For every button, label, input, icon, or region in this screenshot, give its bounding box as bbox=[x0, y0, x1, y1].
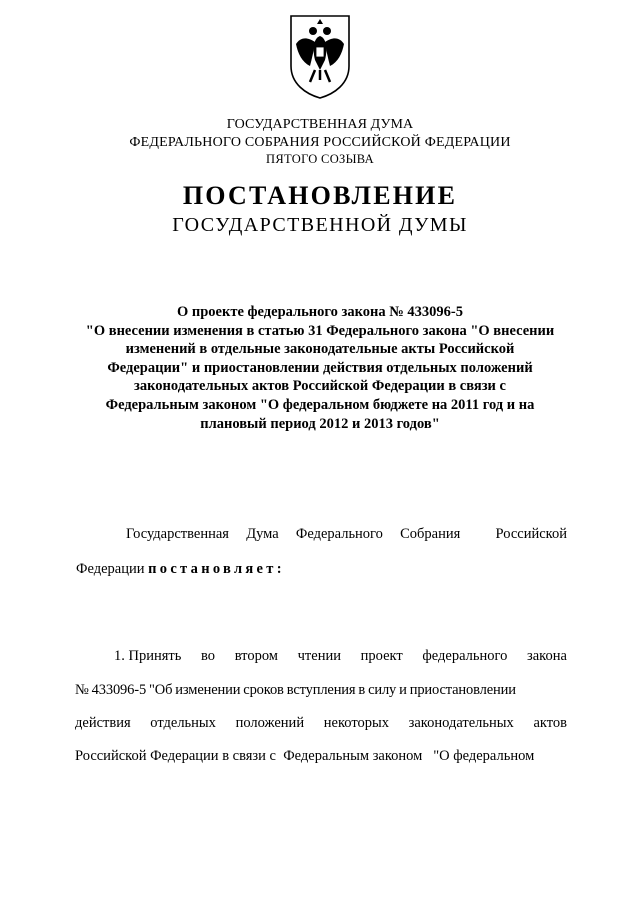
word: втором bbox=[234, 648, 278, 664]
word: законодательных bbox=[408, 715, 514, 731]
subject-line: Федерации" и приостановлении действия отдельных положений bbox=[107, 359, 533, 376]
word: Федерации bbox=[76, 561, 145, 577]
document-subject bbox=[70, 303, 570, 433]
org-name-line-2: ФЕДЕРАЛЬНОГО СОБРАНИЯ РОССИЙСКОЙ ФЕДЕРАЦИИ bbox=[129, 135, 511, 150]
word: отдельных bbox=[150, 715, 216, 731]
org-name-line-1: ГОСУДАРСТВЕННАЯ ДУМА bbox=[226, 117, 414, 132]
word: 1. Принять bbox=[114, 648, 182, 664]
word: Собрания bbox=[400, 526, 461, 542]
word: чтении bbox=[297, 648, 341, 664]
document-type-title: ПОСТАНОВЛЕНИЕ bbox=[182, 181, 458, 210]
word: Дума bbox=[246, 526, 279, 542]
word: проект bbox=[360, 648, 403, 664]
word: закона bbox=[527, 648, 567, 664]
resolves-word: постановляет: bbox=[148, 561, 285, 577]
subject-line: законодательных актов Российской Федерации в связи с bbox=[134, 378, 506, 395]
word: актов bbox=[533, 715, 567, 731]
word: Российской bbox=[495, 526, 567, 542]
intro-line-2 bbox=[76, 561, 285, 578]
subject-line: "О внесении изменения в статью 31 Федерального закона "О внесении bbox=[85, 322, 555, 339]
item1-line-2: № 433096-5 "Об изменении сроков вступления в силу и приостановлении bbox=[75, 682, 516, 698]
item1-line-3 bbox=[75, 715, 567, 732]
document-issuer: ГОСУДАРСТВЕННОЙ ДУМЫ bbox=[172, 214, 468, 236]
word: положений bbox=[235, 715, 305, 731]
coat-of-arms-icon bbox=[288, 14, 352, 100]
subject-line: О проекте федерального закона № 433096-5 bbox=[176, 304, 464, 320]
word: федерального bbox=[422, 648, 508, 664]
subject-line: Федеральным законом "О федеральном бюджете на 2011 год и на bbox=[105, 396, 535, 413]
item1-line-1 bbox=[114, 648, 567, 665]
subject-line: изменений в отдельные законодательные акты Российской bbox=[125, 341, 515, 358]
word: во bbox=[201, 648, 216, 664]
word: действия bbox=[75, 715, 131, 731]
word: Федерального bbox=[295, 526, 383, 542]
item1-line-4: Российской Федерации в связи с Федеральным законом "О федеральном bbox=[75, 748, 535, 764]
word: некоторых bbox=[323, 715, 389, 731]
subject-line: плановый период 2012 и 2013 годов" bbox=[200, 415, 440, 432]
convocation-line: ПЯТОГО СОЗЫВА bbox=[266, 152, 374, 166]
intro-line-1 bbox=[126, 526, 567, 543]
word: Государственная bbox=[126, 526, 229, 542]
